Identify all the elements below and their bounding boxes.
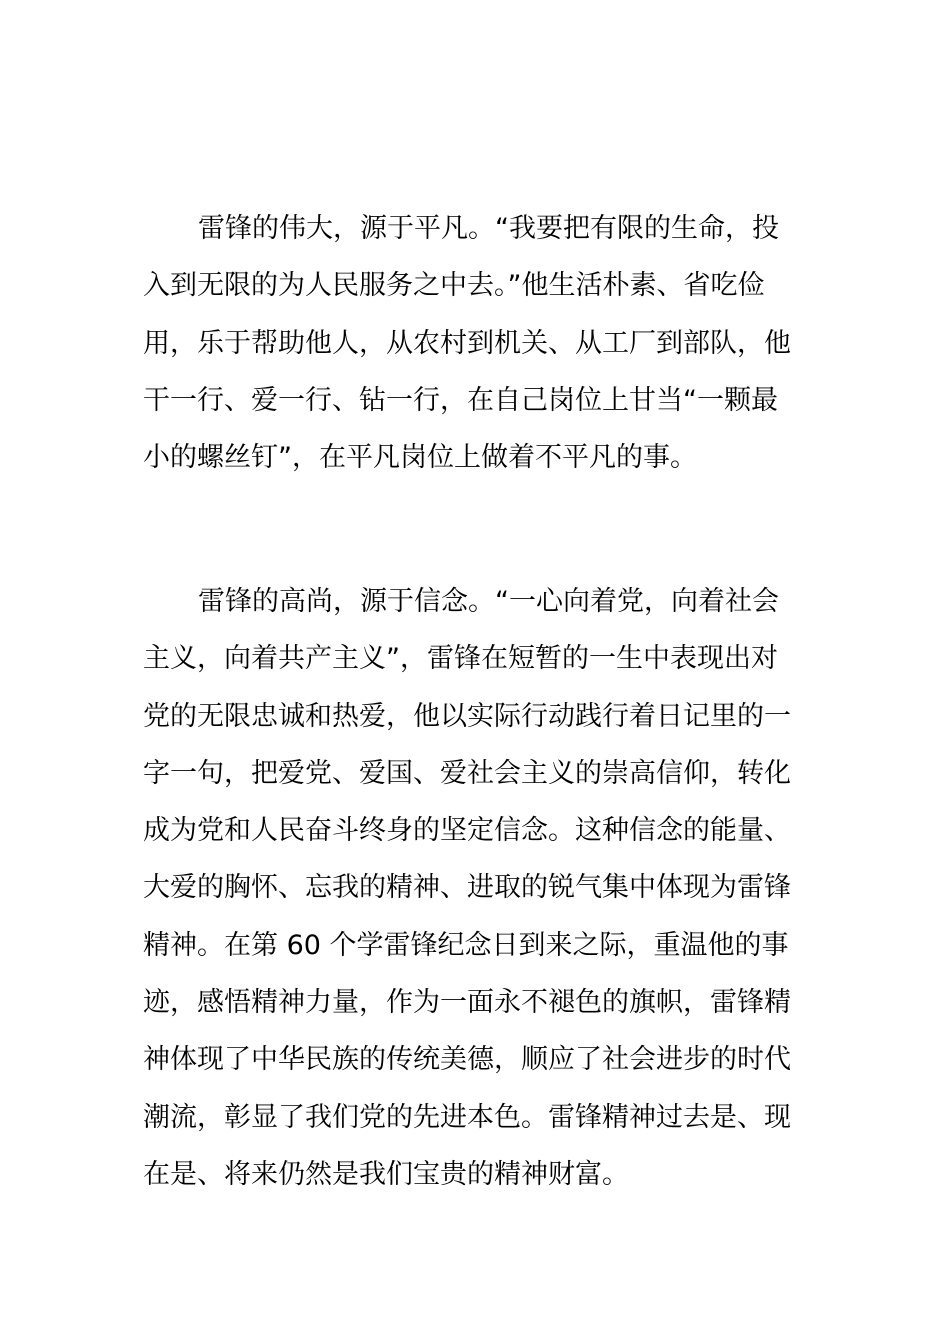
- paragraph-line: 雷锋的高尚，源于信念。“一心向着党，向着社会: [198, 586, 779, 617]
- paragraph-line: 小的螺丝钉”，在平凡岗位上做着不平凡的事。: [143, 442, 697, 474]
- paragraph-line: 干一行、爱一行、钻一行，在自己岗位上甘当“一颗最: [143, 384, 778, 416]
- paragraph-line: 在是、将来仍然是我们宝贵的精神财富。: [143, 1158, 629, 1190]
- paragraph-line: 字一句，把爱党、爱国、爱社会主义的崇高信仰，转化: [143, 757, 791, 789]
- paragraph-line: 成为党和人民奋斗终身的坚定信念。这种信念的能量、: [143, 815, 791, 847]
- paragraph-line: 主义，向着共产主义”，雷锋在短暂的一生中表现出对: [143, 643, 778, 675]
- paragraph-line: 大爱的胸怀、忘我的精神、进取的锐气集中体现为雷锋: [143, 872, 791, 904]
- paragraph-line: 雷锋的伟大，源于平凡。“我要把有限的生命，投: [198, 213, 779, 244]
- paragraph-line: 精神。在第 60 个学雷锋纪念日到来之际，重温他的事: [143, 929, 789, 961]
- paragraph-2: [143, 573, 807, 1203]
- paragraph-line: 入到无限的为人民服务之中去。”他生活朴素、省吃俭: [143, 270, 765, 302]
- paragraph-line: 潮流，彰显了我们党的先进本色。雷锋精神过去是、现: [143, 1101, 791, 1133]
- paragraph-line: 迹，感悟精神力量，作为一面永不褪色的旗帜，雷锋精: [143, 987, 791, 1019]
- paragraph-line: 神体现了中华民族的传统美德，顺应了社会进步的时代: [143, 1044, 791, 1076]
- paragraph-1: [143, 200, 807, 486]
- paragraph-line: 用，乐于帮助他人，从农村到机关、从工厂到部队，他: [143, 327, 791, 359]
- paragraph-line: 党的无限忠诚和热爱，他以实际行动践行着日记里的一: [143, 700, 791, 732]
